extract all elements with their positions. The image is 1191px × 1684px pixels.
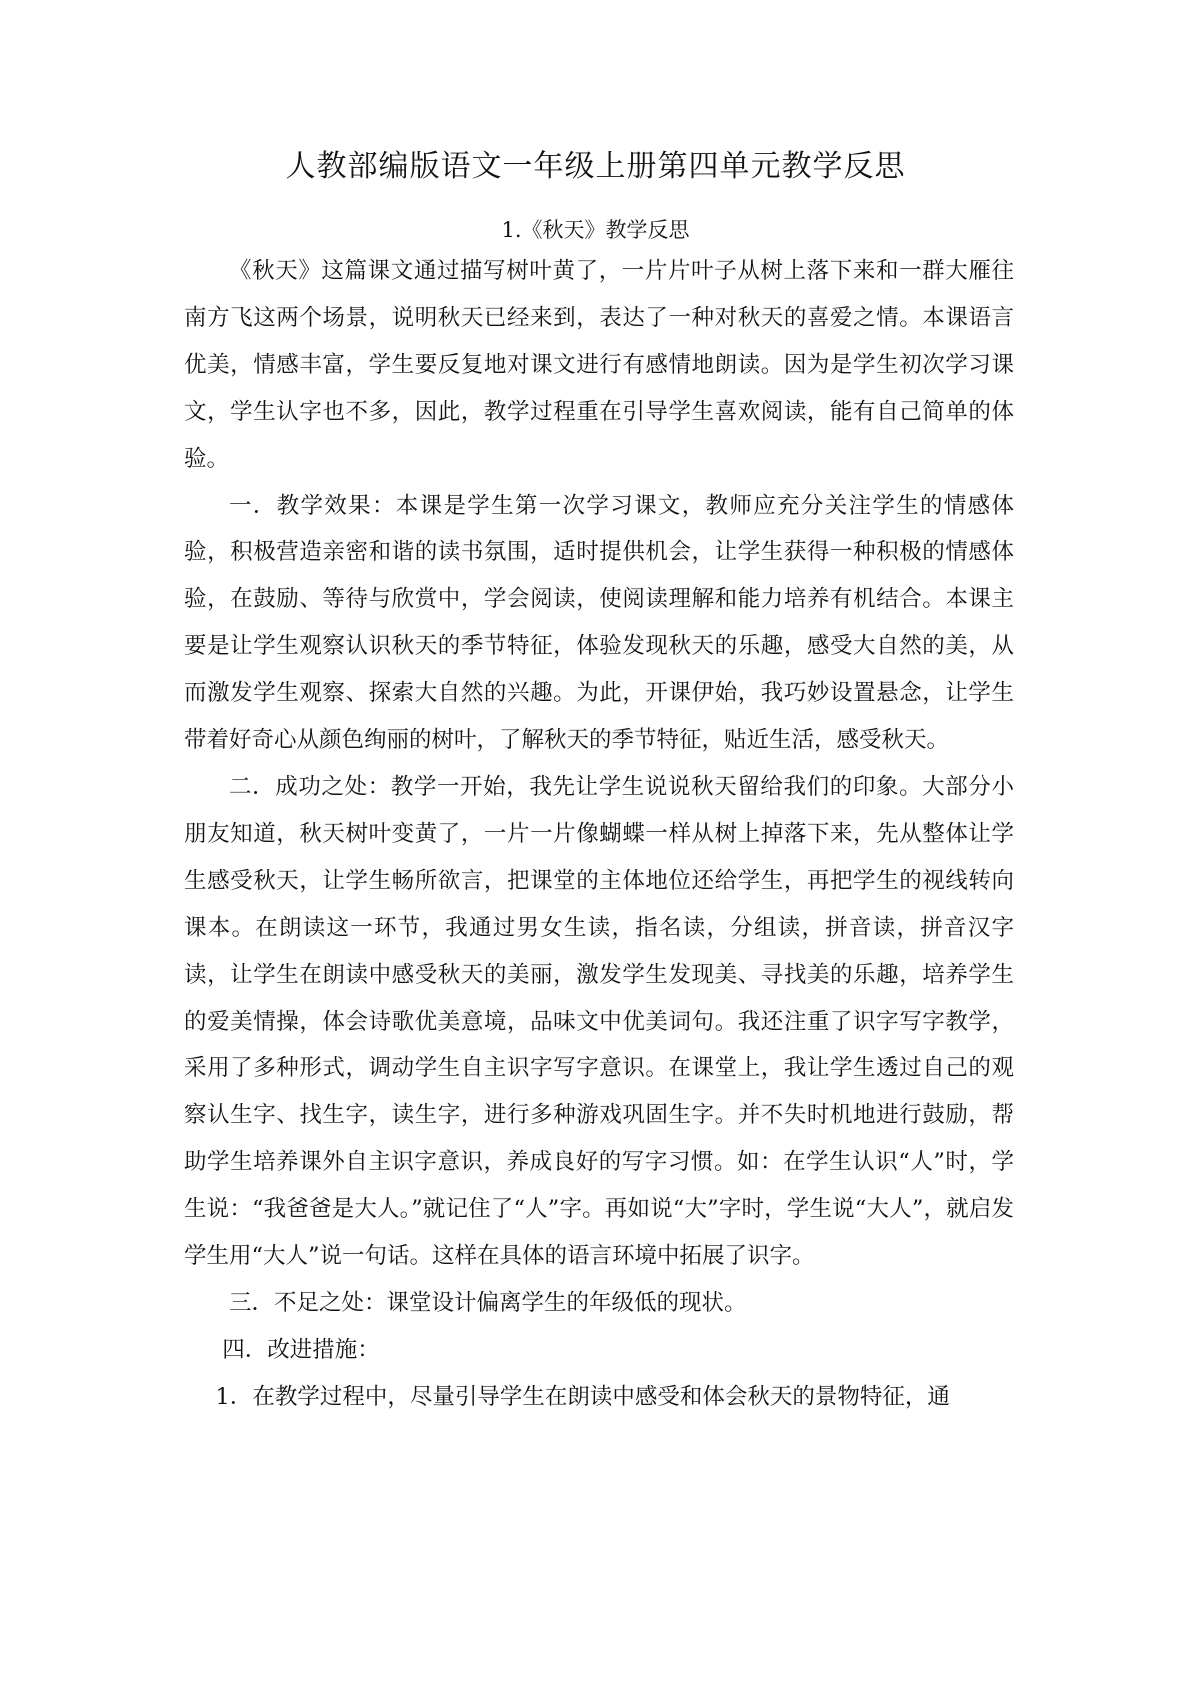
paragraph-improvement-1: 1．在教学过程中，尽量引导学生在朗读中感受和体会秋天的景物特征，通	[215, 1383, 950, 1410]
paragraph-successes: 二．成功之处：教学一开始，我先让学生说说秋天留给我们的印象。大部分小朋友知道，秋天树叶变黄了，一片一片像蝴蝶一样从树上掉落下来，先从整体让学生感受秋天，让学生畅所欲言，把课堂的主体地位还给学生，再把学生的视线转向课本。在朗读这一环节，我通过男女生读，指名读，分组读，拼音读，拼音汉字读，让学生在朗读中感受秋天的美丽，激发学生发现美、寻找美的乐趣，培养学生的爱美情操，体会诗歌优美意境，品味文中优美词句。我还注重了识字写字教学，采用了多种形式，调动学生自主识字写字意识。在课堂上，我让学生透过自己的观察认生字、找生字，读生字，进行多种游戏巩固生字。并不失时机地进行鼓励，帮助学生培养课外自主识字意识，养成良好的写字习惯。如：在学生认识“人”时，学生说：“我爸爸是大人。”就记住了“人”字。再如说“大”字时，学生说“大人”，就启发学生用“大人”说一句话。这样在具体的语言环境中拓展了识字。	[184, 773, 1014, 1270]
document-body	[184, 248, 1014, 1421]
paragraph-teaching-effect: 一．教学效果：本课是学生第一次学习课文，教师应充分关注学生的情感体验，积极营造亲密和谐的读书氛围，适时提供机会，让学生获得一种积极的情感体验，在鼓励、等待与欣赏中，学会阅读，使阅读理解和能力培养有机结合。本课主要是让学生观察认识秋天的季节特征，体验发现秋天的乐趣，感受大自然的美，从而激发学生观察、探索大自然的兴趣。为此，开课伊始，我巧妙设置悬念，让学生带着好奇心从颜色绚丽的树叶，了解秋天的季节特征，贴近生活，感受秋天。	[184, 492, 1014, 754]
section-heading: 1.《秋天》教学反思	[501, 218, 690, 242]
document-title: 人教部编版语文一年级上册第四单元教学反思	[285, 149, 906, 184]
paragraph-intro: 《秋天》这篇课文通过描写树叶黄了，一片片叶子从树上落下来和一群大雁往南方飞这两个场景，说明秋天已经来到，表达了一种对秋天的喜爱之情。本课语言优美，情感丰富，学生要反复地对课文进行有感情地朗读。因为是学生初次学习课文，学生认字也不多，因此，教学过程重在引导学生喜欢阅读，能有自己简单的体验。	[184, 258, 1014, 472]
paragraph-shortcomings: 三．不足之处：课堂设计偏离学生的年级低的现状。	[229, 1289, 747, 1316]
paragraph-improvements-heading: 四．改进措施：	[222, 1336, 380, 1363]
